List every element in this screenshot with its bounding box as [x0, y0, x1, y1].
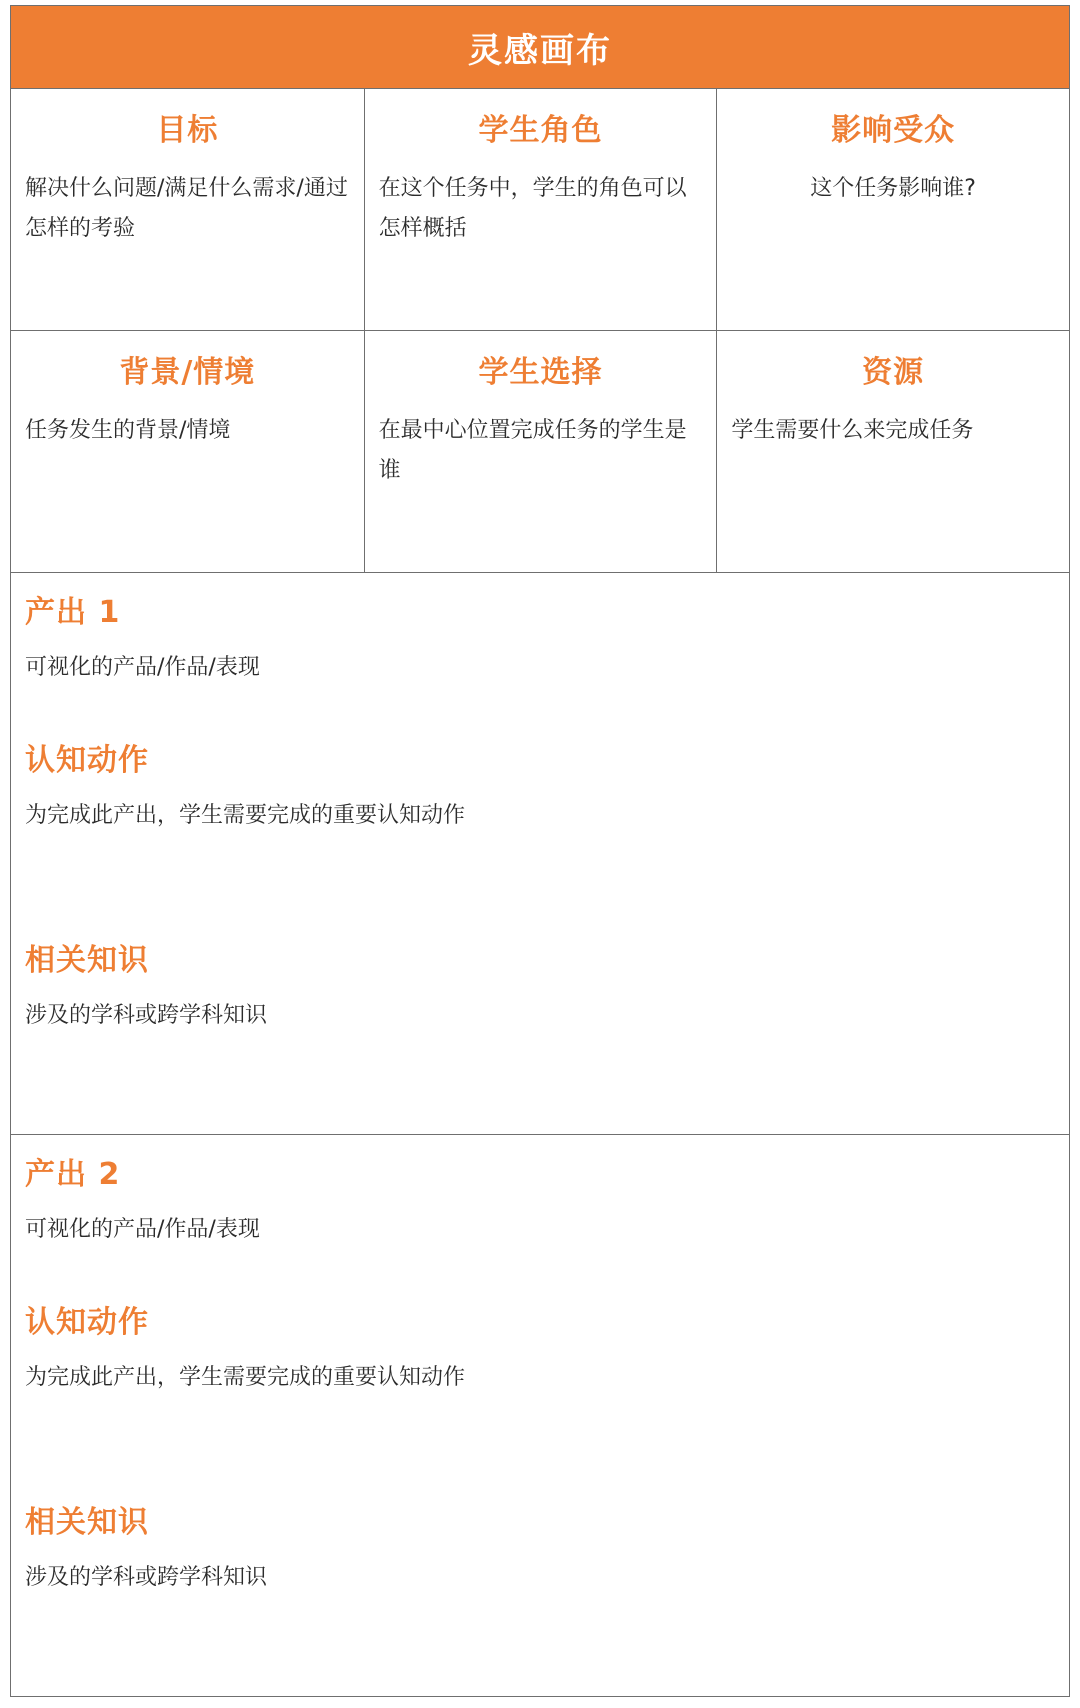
resources-title: 资源 [862, 355, 925, 390]
context-description: 任务发生的背景/情境 [25, 418, 231, 443]
student-choice-cell [364, 331, 717, 572]
student-role-cell [364, 89, 717, 330]
student-role-title: 学生角色 [478, 113, 603, 148]
output-2-cognitive-title: 认知动作 [25, 1305, 149, 1340]
audience-description: 这个任务影响谁? [810, 176, 976, 201]
goal-cell [11, 89, 364, 330]
resources-cell [716, 331, 1069, 572]
canvas-title: 灵感画布 [468, 30, 612, 71]
student-choice-title: 学生选择 [478, 355, 603, 390]
audience-cell [716, 89, 1069, 330]
output-2-title: 产出 2 [25, 1157, 121, 1192]
output-1-title: 产出 1 [25, 595, 121, 630]
output-2-description: 可视化的产品/作品/表现 [25, 1217, 260, 1242]
output-2-cognitive-description: 为完成此产出，学生需要完成的重要认知动作 [25, 1365, 466, 1390]
output-1-cognitive-description: 为完成此产出，学生需要完成的重要认知动作 [25, 803, 466, 828]
output-2-section [11, 1135, 1069, 1698]
context-cell [11, 331, 364, 572]
student-choice-description: 在最中心位置完成任务的学生是谁 [378, 418, 687, 483]
goal-description: 解决什么问题/满足什么需求/通过怎样的考验 [25, 176, 348, 241]
goal-title: 目标 [156, 113, 219, 148]
student-role-description: 在这个任务中，学生的角色可以怎样概括 [378, 176, 687, 241]
output-1-knowledge-title: 相关知识 [25, 943, 149, 978]
audience-title: 影响受众 [831, 113, 956, 148]
output-2-knowledge-title: 相关知识 [25, 1505, 149, 1540]
output-1-cognitive-title: 认知动作 [25, 743, 149, 778]
canvas-row-2 [11, 331, 1069, 573]
context-title: 背景/情境 [119, 355, 256, 390]
canvas-row-1 [11, 89, 1069, 331]
output-1-description: 可视化的产品/作品/表现 [25, 655, 260, 680]
canvas-header [11, 6, 1069, 89]
resources-description: 学生需要什么来完成任务 [731, 418, 974, 443]
output-2-knowledge-description: 涉及的学科或跨学科知识 [25, 1565, 268, 1590]
output-1-section [11, 573, 1069, 1135]
inspiration-canvas [10, 5, 1070, 1697]
output-1-knowledge-description: 涉及的学科或跨学科知识 [25, 1003, 268, 1028]
